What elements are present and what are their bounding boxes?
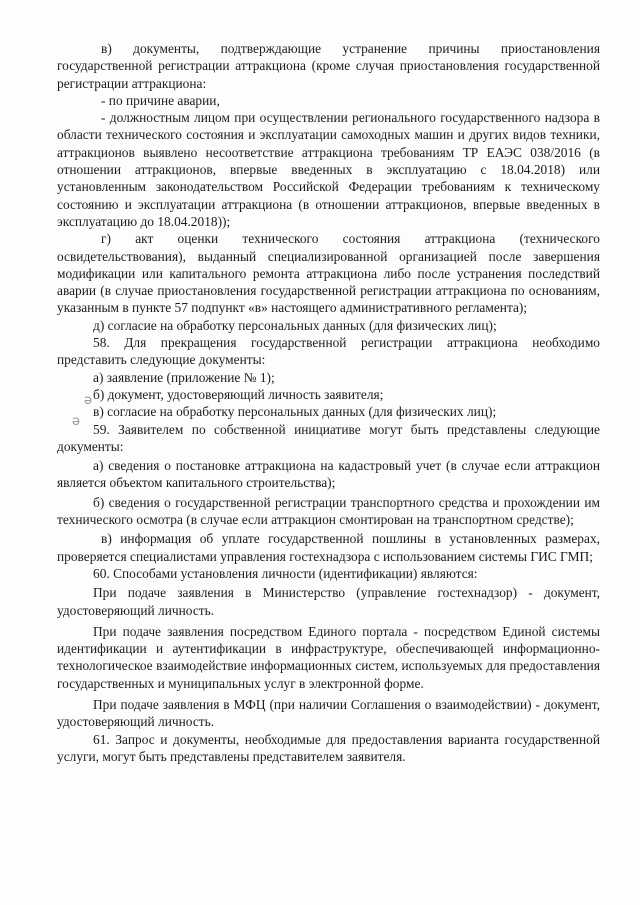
paragraph-61: 61. Запрос и документы, необходимые для предоставления варианта государственной услуги, могут быть представлены представителем заявителя. <box>57 731 600 764</box>
paragraph-60-portal: При подаче заявления посредством Единого портала - посредством Единой системы идентификации и аутентификации в инфраструктуре, обеспечивающей информационно-технологическое взаимодействие информационных систем, используемых для предоставления государственных и муниципальных услуг в электронной форме. <box>57 623 600 691</box>
paragraph-59-b: б) сведения о государственной регистрации транспортного средства и прохождении им технического осмотра (в случае если аттракцион смонтирован на транспортном средстве); <box>57 494 600 528</box>
paragraph-58-b: б) документ, удостоверяющий личность заявителя; <box>93 386 384 402</box>
paragraph-d-consent: д) согласие на обработку персональных данных (для физических лиц); <box>93 317 497 333</box>
list-item-inspector: - должностным лицом при осуществлении регионального государственного надзора в области технического состояния и эксплуатации самоходных машин и других видов техники, аттракционов выявлено несоответствие аттракциона требованиям ТР ЕАЭС 038/2016 (в отношении аттракционов, впервые введенных в эксплуатацию с 18.04.2018) или установленным законодательством Российской Федерации требованиям к техническому состоянию и эксплуатации аттракциона (в отношении аттракционов, впервые введенных в эксплуатацию до 18.04.2018)); <box>57 110 600 229</box>
paragraph-58-a: а) заявление (приложение № 1); <box>93 369 275 385</box>
paragraph-v-documents: в) документы, подтверждающие устранение причины приостановления государственной регистрации аттракциона (кроме случая приостановления государственной регистрации аттракциона: <box>57 41 600 91</box>
paragraph-60-ministry: При подаче заявления в Министерство (управление гостехнадзор) - документ, удостоверяющий личность. <box>57 585 600 618</box>
pencil-mark-2: ǝ <box>72 414 80 429</box>
pencil-mark-1: ǝ <box>84 393 92 408</box>
paragraph-60: 60. Способами установления личности (идентификации) являются: <box>93 565 478 581</box>
paragraph-60-mfc: При подаче заявления в МФЦ (при наличии Соглашения о взаимодействии) - документ, удостоверяющий личность. <box>57 696 600 730</box>
paragraph-59-a: а) сведения о постановке аттракциона на кадастровый учет (в случае если аттракцион является объектом капитального строительства); <box>57 458 600 491</box>
paragraph-58-v: в) согласие на обработку персональных данных (для физических лиц); <box>93 404 497 420</box>
paragraph-59: 59. Заявителем по собственной инициативе могут быть представлены следующие документы: <box>57 421 600 454</box>
paragraph-g-act: г) акт оценки технического состояния аттракциона (технического освидетельствования), выданный специализированной организацией после завершения модификации или капитального ремонта аттракциона либо после устранения последствий аварии (в случае приостановления государственной регистрации аттракциона по основаниям, указанным в пункте 57 подпункт «в» настоящего административного регламента); <box>57 231 600 316</box>
list-item-accident: - по причине аварии, <box>101 92 220 108</box>
paragraph-59-v: в) информация об уплате государственной пошлины в установленных размерах, проверяется специалистами управления гостехнадзора с использованием системы ГИС ГМП; <box>57 531 600 564</box>
paragraph-58: 58. Для прекращения государственной регистрации аттракциона необходимо представить следующие документы: <box>57 335 600 368</box>
